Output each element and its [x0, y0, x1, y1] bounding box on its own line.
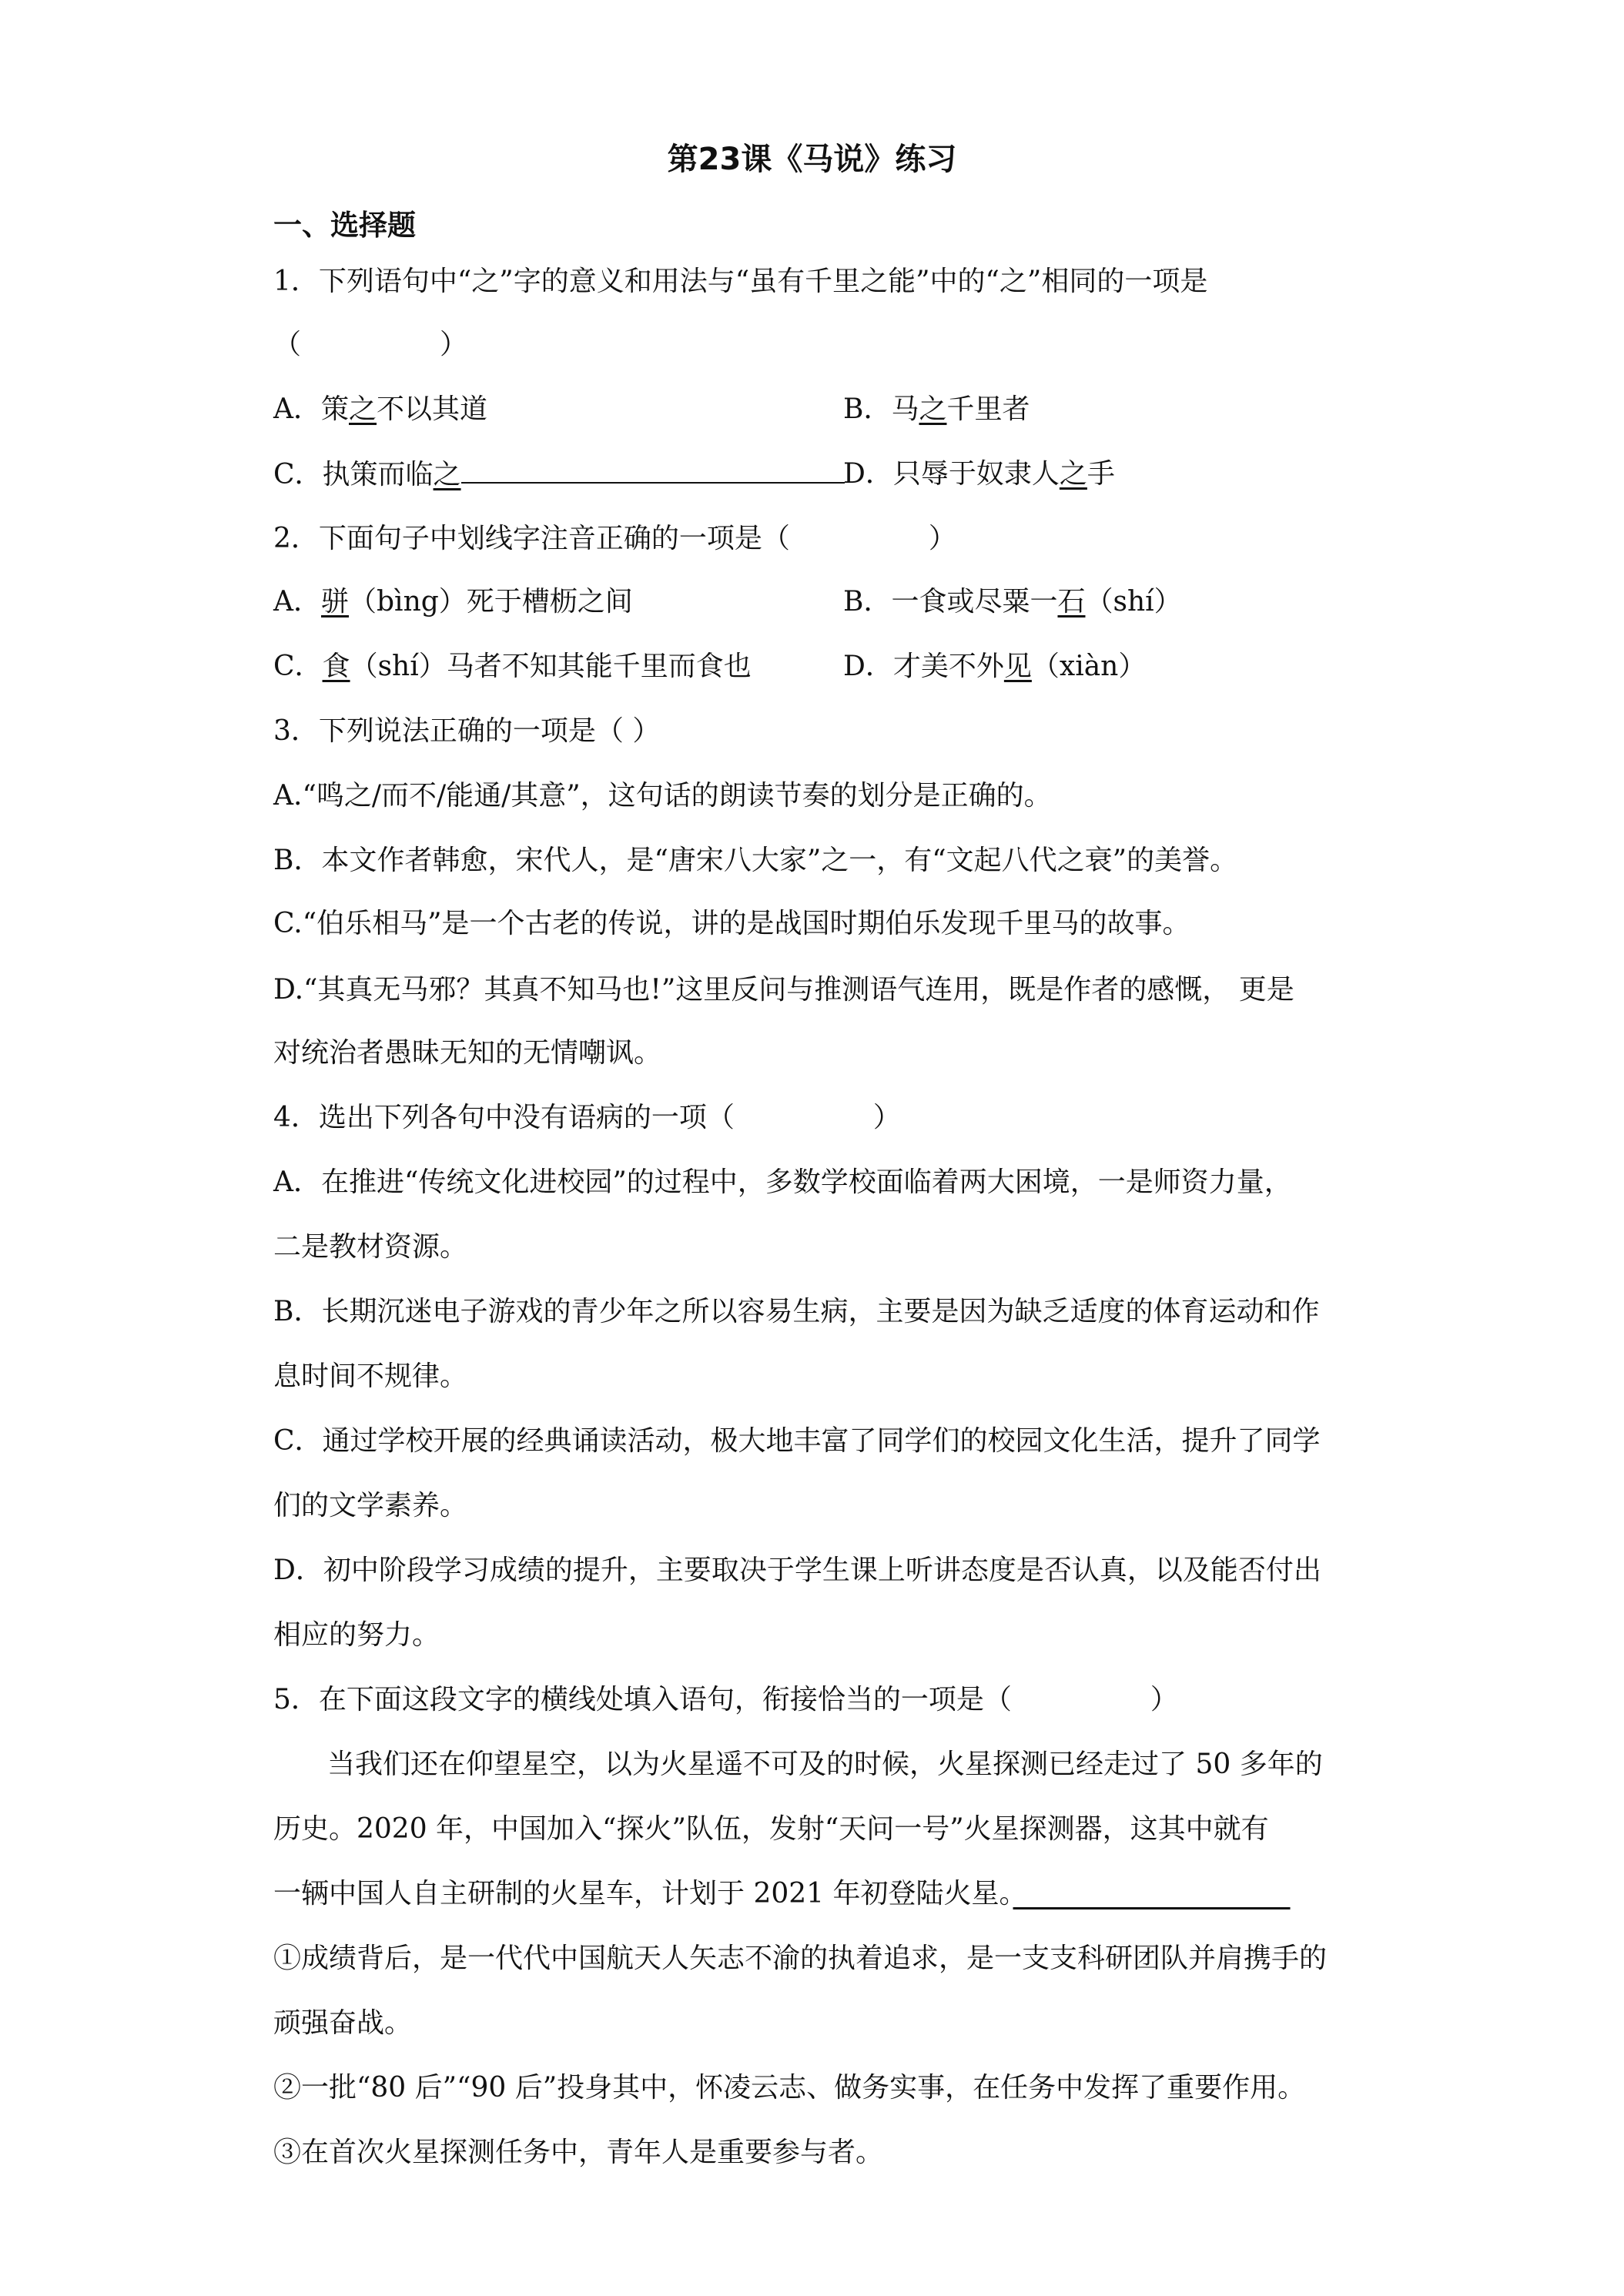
q1-option-c: C．执策而临之	[273, 456, 845, 494]
q3-stem: 3．下列说法正确的一项是（ ）	[273, 715, 661, 747]
q4-option-d: D．初中阶段学习成绩的提升，主要取决于学生课上听讲态度是否认真，以及能否付出	[273, 1555, 1321, 1586]
q5-passage-line-2: 历史。2020 年，中国加入“探火”队伍，发射“天问一号”火星探测器，这其中就有	[273, 1813, 1269, 1845]
underlined-char: 之	[1059, 458, 1087, 490]
q4-option-a: A．在推进“传统文化进校园”的过程中，多数学校面临着两大困境，一是师资力量，	[273, 1166, 1292, 1198]
q5-passage-line-3: 一辆中国人自主研制的火星车，计划于 2021 年初登陆火星。	[273, 1876, 1291, 1913]
q3-option-d: D.“其真无马邪？其真不知马也!”这里反问与推测语气连用，既是作者的感慨， 更是	[273, 974, 1294, 1006]
q5-sentence-1: ①成绩背后，是一代代中国航天人矢志不渝的执着追求，是一支支科研团队并肩携手的	[273, 1943, 1328, 1974]
underlined-char: 之	[349, 393, 377, 425]
q4-option-b: B．长期沉迷电子游戏的青少年之所以容易生病，主要是因为缺乏适度的体育运动和作	[273, 1296, 1320, 1327]
q4-option-c-cont: 们的文学素养。	[273, 1490, 468, 1521]
underlined-char: 之	[919, 393, 947, 425]
q3-option-a: A.“鸣之/而不/能通/其意”，这句话的朗读节奏的划分是正确的。	[273, 780, 1052, 812]
q4-stem: 4．选出下列各句中没有语病的一项（ ）	[273, 1102, 901, 1133]
underlined-char: 食	[322, 651, 350, 682]
section-heading: 一、选择题	[273, 209, 416, 242]
page-title: 第23课《马说》练习	[667, 142, 957, 177]
q3-option-d-cont: 对统治者愚昧无知的无情嘲讽。	[273, 1037, 662, 1069]
q3-option-c: C.“伯乐相马”是一个古老的传说，讲的是战国时期伯乐发现千里马的故事。	[273, 908, 1190, 939]
q4-option-b-cont: 息时间不规律。	[273, 1361, 468, 1392]
q4-option-d-cont: 相应的努力。	[273, 1619, 440, 1651]
q5-sentence-1-cont: 顽强奋战。	[273, 2007, 413, 2039]
q1-answer-paren: （ ）	[273, 329, 468, 360]
fill-blank	[1013, 1878, 1291, 1909]
q2-option-b: B．一食或尽粟一石（shí）	[843, 586, 1182, 618]
q4-option-a-cont: 二是教材资源。	[273, 1231, 468, 1263]
q1-option-d: D．只辱于奴隶人之手	[843, 458, 1115, 490]
fill-blank-line	[461, 456, 845, 484]
q4-option-c: C．通过学校开展的经典诵读活动，极大地丰富了同学们的校园文化生活，提升了同学	[273, 1425, 1321, 1457]
q5-sentence-2: ②一批“80 后”“90 后”投身其中，怀凌云志、做务实事，在任务中发挥了重要作用。	[273, 2072, 1306, 2104]
q5-stem: 5．在下面这段文字的横线处填入语句，衔接恰当的一项是（ ）	[273, 1684, 1178, 1715]
underlined-char: 见	[1003, 651, 1032, 682]
q2-stem: 2．下面句子中划线字注音正确的一项是（ ）	[273, 523, 956, 554]
q5-sentence-3: ③在首次火星探测任务中，青年人是重要参与者。	[273, 2137, 884, 2168]
q2-option-c: C．食（shí）马者不知其能千里而食也	[273, 651, 752, 682]
q2-option-a: A．骈（bìng）死于槽枥之间	[273, 586, 633, 618]
q5-passage-line-1: 当我们还在仰望星空，以为火星遥不可及的时候，火星探测已经走过了 50 多年的	[327, 1749, 1323, 1780]
q3-option-b: B．本文作者韩愈，宋代人，是“唐宋八大家”之一，有“文起八代之衰”的美誉。	[273, 845, 1238, 876]
q1-option-a: A．策之不以其道	[273, 393, 488, 425]
underlined-char: 之	[433, 459, 461, 490]
underlined-char: 骈	[321, 586, 350, 618]
q1-option-b: B．马之千里者	[843, 393, 1030, 425]
q2-option-d: D．才美不外见（xiàn）	[843, 651, 1147, 682]
underlined-char: 石	[1057, 586, 1086, 618]
q1-stem: 1．下列语句中“之”字的意义和用法与“虽有千里之能”中的“之”相同的一项是	[273, 266, 1208, 297]
